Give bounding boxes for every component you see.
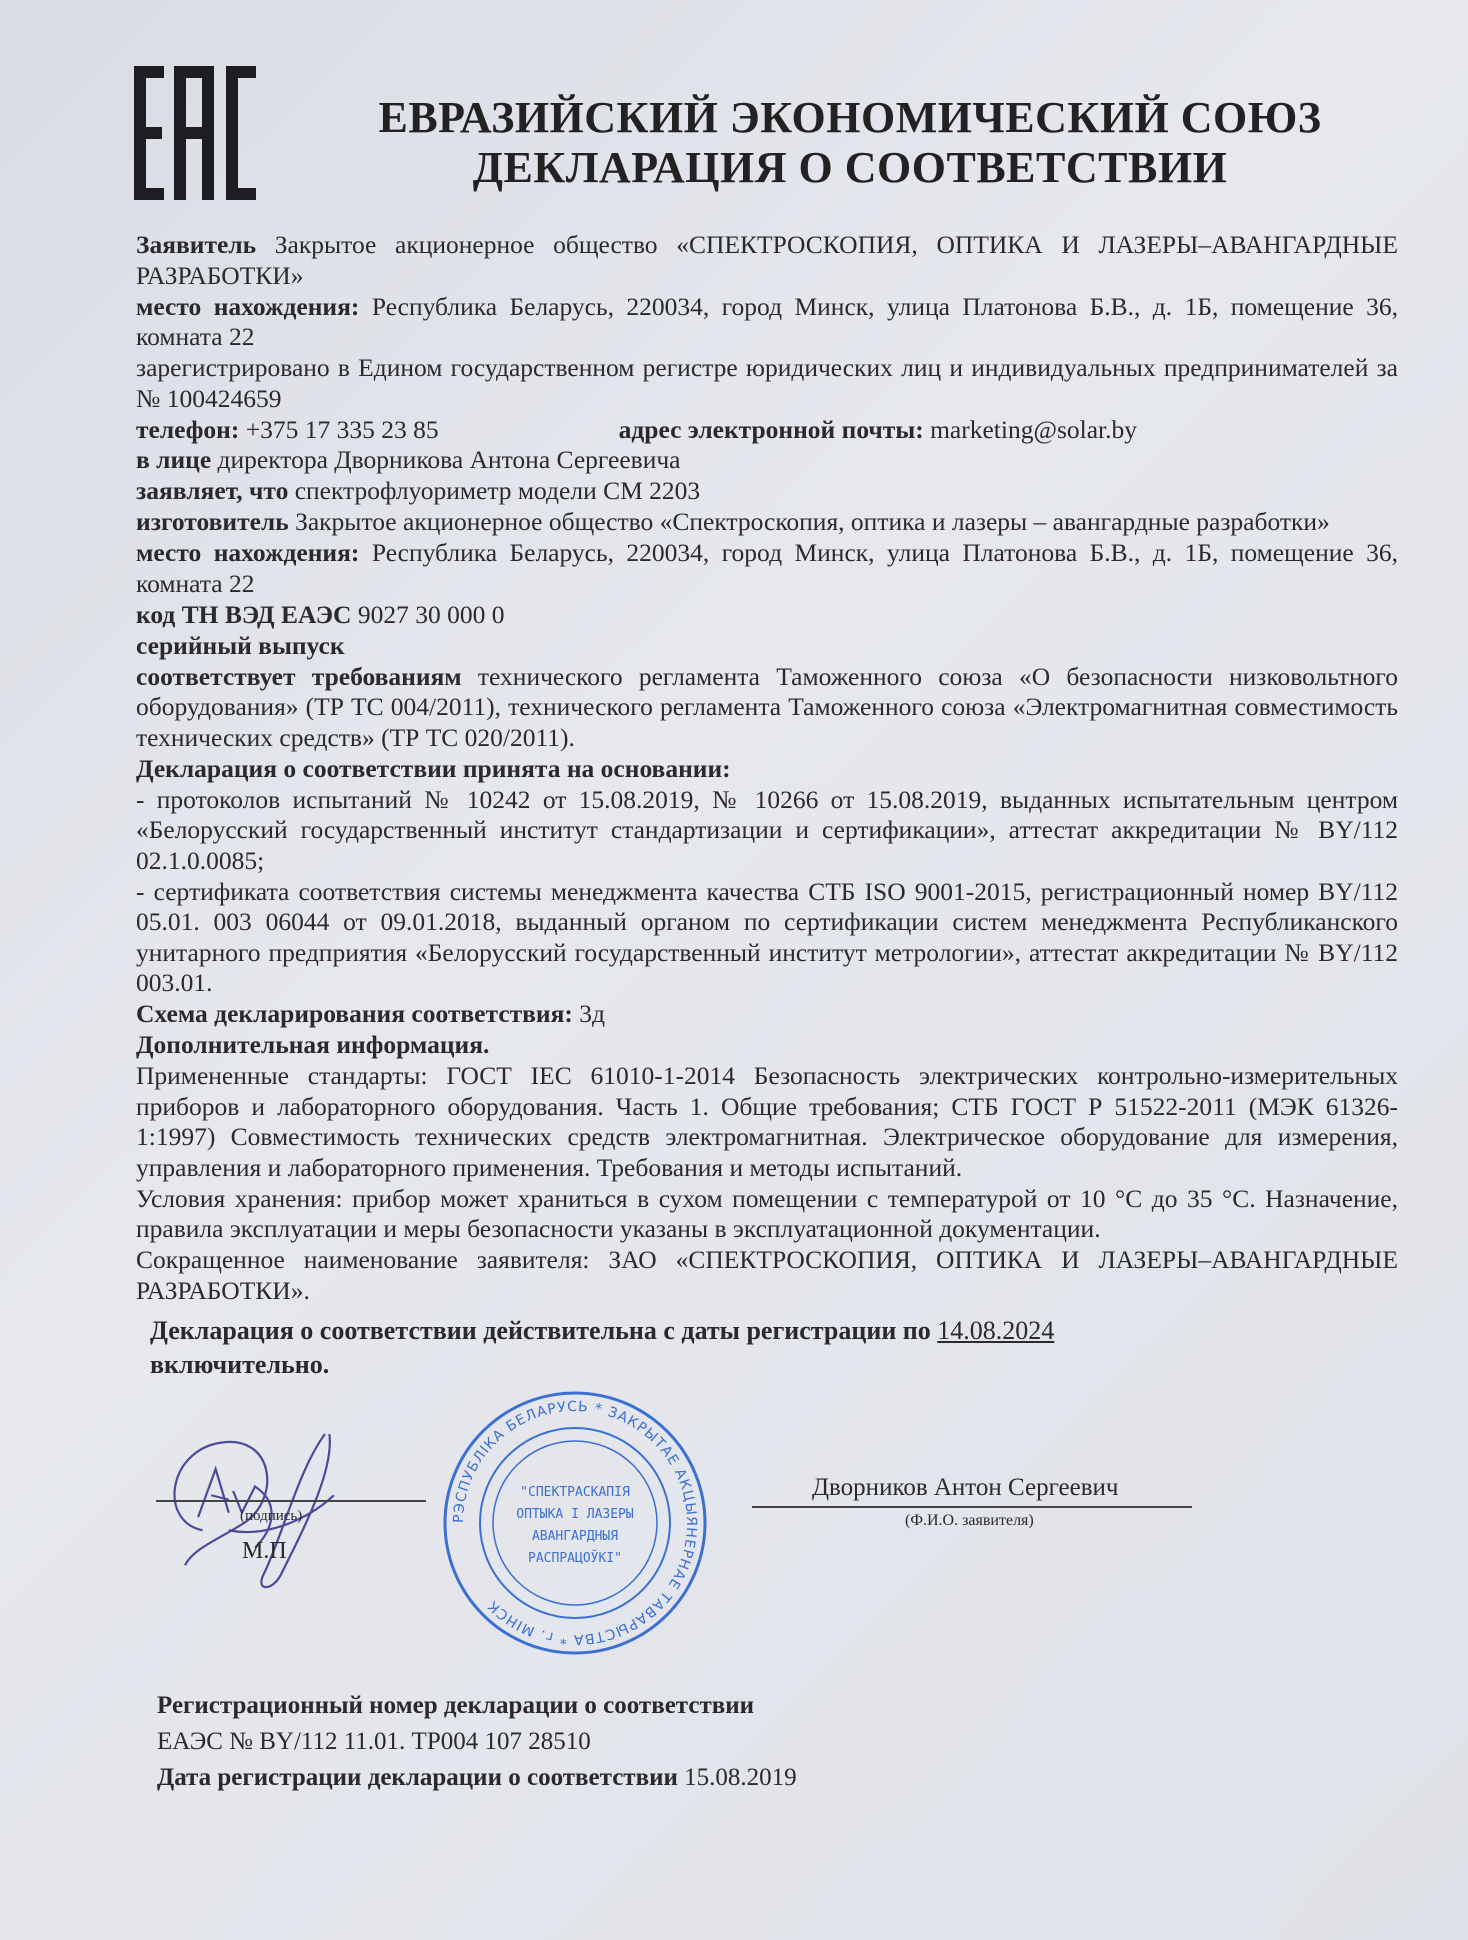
- manufacturer: изготовитель Закрытое акционерное общество «Спектроскопия, оптика и лазеры – авангардные разработки»: [136, 507, 1330, 536]
- registration-number-label: Регистрационный номер декларации о соответствии: [157, 1692, 755, 1719]
- name-caption: (Ф.И.О. заявителя): [905, 1512, 1034, 1529]
- seal-caption: М.П: [242, 1538, 287, 1564]
- registration-info: зарегистрировано в Едином государственном регистре юридических лиц и индивидуальных предпринимателей за № 100424659: [136, 353, 1398, 413]
- basis-item: - сертификата соответствия системы менеджмента качества СТБ ISO 9001-2015, регистрационный номер BY/112 05.01. 003 06044 от 09.01.2018, выданный органом по сертификации систем менеджмента Республиканского унитарного предприятия «Белорусский государственный институт метрологии», аттестат аккредитации № BY/112 003.01.: [136, 876, 1398, 997]
- representative: в лице директора Дворникова Антона Сергеевича: [136, 445, 681, 474]
- eac-logo: [134, 66, 256, 200]
- document-title: ДЕКЛАРАЦИЯ О СООТВЕТСТВИИ: [472, 143, 1228, 192]
- hs-code: код ТН ВЭД ЕАЭС 9027 30 000 0: [136, 599, 505, 629]
- svg-text:"СПЕКТРАСКАПІЯ: "СПЕКТРАСКАПІЯ: [520, 1485, 630, 1500]
- company-stamp: [440, 1388, 710, 1658]
- email: marketing@solar.by: [923, 414, 1137, 444]
- applicant-name: Дворников Антон Сергеевич: [812, 1474, 1119, 1501]
- registration-date-row: Дата регистрации декларации о соответствии 15.08.2019: [157, 1764, 797, 1791]
- svg-text:АВАНГАРДНЫЯ: АВАНГАРДНЫЯ: [531, 1529, 619, 1544]
- scheme: Схема декларирования соответствия: 3д: [136, 999, 606, 1028]
- basis-heading: Декларация о соответствии принята на основании:: [136, 753, 731, 783]
- conformity: соответствует требованиям технического регламента Таможенного союза «О безопасности низковольтного оборудования» (ТР ТС 004/2011), технического регламента Таможенного союза «Электромагнитная совместимость технических средств» (ТР ТС 020/2011).: [136, 661, 1398, 752]
- additional-item: Примененные стандарты: ГОСТ IEC 61010-1-2014 Безопасность электрических контрольно-измерительных приборов и лабораторного оборудования. Часть 1. Общие требования; СТБ ГОСТ Р 51522-2011 (МЭК 61326-1:1997) Совместимость технических средств электромагнитная. Электрическое оборудование для измерения, управления и лабораторного применения. Требования и методы испытаний.: [136, 1061, 1398, 1182]
- contacts: телефон: +375 17 335 23 85 адрес электронной почты: marketing@solar.by: [136, 414, 1137, 444]
- additional-heading: Дополнительная информация.: [136, 1030, 490, 1059]
- serial-production: серийный выпуск: [136, 630, 345, 660]
- validity-date: 14.08.2024: [937, 1316, 1055, 1345]
- signature-line: [156, 1500, 426, 1502]
- additional-item: Сокращенное наименование заявителя: ЗАО «СПЕКТРОСКОПИЯ, ОПТИКА И ЛАЗЕРЫ–АВАНГАРДНЫЕ РАЗРАБОТКИ».: [136, 1245, 1398, 1305]
- svg-text:РАСПРАЦОЎКІ": РАСПРАЦОЎКІ": [528, 1551, 622, 1566]
- product: заявляет, что спектрофлуориметр модели CM 2203: [136, 476, 701, 505]
- handwritten-signature: [150, 1404, 430, 1604]
- union-title: ЕВРАЗИЙСКИЙ ЭКОНОМИЧЕСКИЙ СОЮЗ: [378, 93, 1322, 142]
- additional-item: Условия хранения: прибор может храниться в сухом помещении с температурой от 10 °С до 35 °С. Назначение, правила эксплуатации и меры безопасности указаны в эксплуатационной документации.: [136, 1183, 1398, 1243]
- phone: +375 17 335 23 85: [239, 414, 439, 444]
- manufacturer-location: место нахождения: Республика Беларусь, 220034, город Минск, улица Платонова Б.В., д. 1Б, помещение 36, комната 22: [136, 538, 1399, 598]
- registration-date: 15.08.2019: [677, 1764, 797, 1791]
- signature-caption: (подпись): [240, 1508, 303, 1524]
- registration-number: ЕАЭС № BY/112 11.01. ТР004 107 28510: [157, 1728, 591, 1755]
- document-header: [0, 0, 1468, 230]
- applicant: Заявитель Закрытое акционерное общество «СПЕКТРОСКОПИЯ, ОПТИКА И ЛАЗЕРЫ–АВАНГАРДНЫЕ РАЗРАБОТКИ»: [136, 230, 1398, 290]
- declaration-body: [136, 230, 1398, 1306]
- svg-text:ОПТЫКА І ЛАЗЕРЫ: ОПТЫКА І ЛАЗЕРЫ: [516, 1507, 634, 1522]
- document-content: [136, 230, 1398, 1836]
- validity-statement: Декларация о соответствии действительна с даты регистрации по 14.08.2024 включительно.: [150, 1316, 1055, 1379]
- applicant-location: место нахождения: Республика Беларусь, 220034, город Минск, улица Платонова Б.В., д. 1Б, помещение 36, комната 22: [136, 291, 1399, 351]
- name-line: [752, 1506, 1192, 1508]
- signature-block: [136, 1388, 1398, 1688]
- svg-text:РЭСПУБЛІКА БЕЛАРУСЬ * ЗАКРЫТАЕ: РЭСПУБЛІКА БЕЛАРУСЬ * ЗАКРЫТАЕ АКЦЫЯНЕРНАЕ ТАВАРЫСТВА * г. МІНСК: [450, 1398, 700, 1648]
- basis-item: - протоколов испытаний № 10242 от 15.08.2019, № 10266 от 15.08.2019, выданных испытательным центром «Белорусский государственный институт стандартизации и сертификации», аттестат аккредитации № BY/112 02.1.0.0085;: [136, 784, 1398, 875]
